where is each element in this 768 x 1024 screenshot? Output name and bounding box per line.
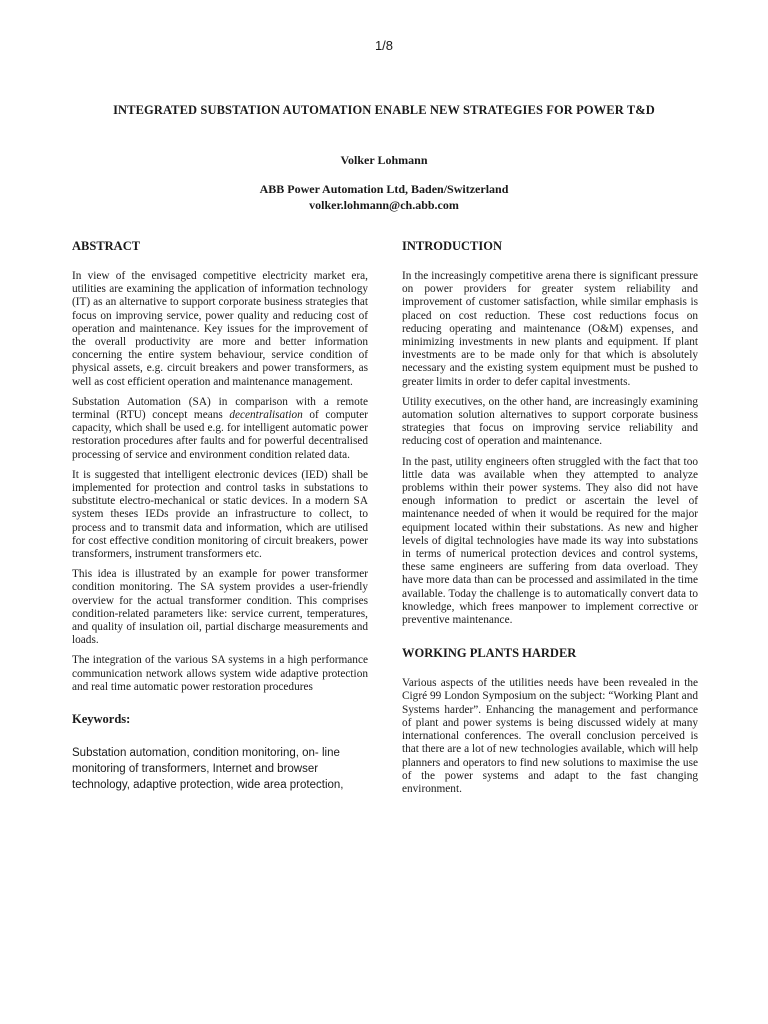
introduction-paragraph-1: In the increasingly competitive arena there is significant pressure on power providers for greater system reliability and improvement of customer satisfaction, while similar emphasis is placed on cost reduction. These cost reductions focus on reducing operating and maintenance (O&M) expenses, and minimizing investments in new plants and equipment. If plant investments are to be made only for that which is absolutely necessary and the existing system equipment must be pushed to greater limits in order to defer capital investments. <box>402 270 698 388</box>
introduction-paragraph-3: In the past, utility engineers often struggled with the fact that too little data was available when they attempted to analyze problems within their power systems. They also did not have enough information to predict or ascertain the level of maintenance needed of when it would be required for the major equipment located within their substations. As new and higher levels of digital technologies have made its way into substations in terms of numerical protection devices and control systems, these same engineers are suffering from data overload. They have more data than can be processed and assimilated in the time available. Today the challenge is to automatically convert data to knowledge, which frees manpower to implement corrective or preventive maintenance. <box>402 455 698 627</box>
working-plants-paragraph-1: Various aspects of the utilities needs have been revealed in the Cigré 99 London Symposium on the subject: “Working Plant and Systems harder”. Enhancing the management and performance of plant and power systems is being discussed widely at many international conferences. The overall conclusion perceived is that there are a lot of new technologies available, which will help planners and operators to find new solutions to maximise the use of the power systems and adapt to the fast changing environment. <box>402 677 698 795</box>
working-plants-heading: WORKING PLANTS HARDER <box>402 646 577 661</box>
abstract-p2-text-start: Substation Automation (SA) in comparison with a remote terminal (RTU) concept means <box>72 395 368 422</box>
abstract-paragraph-3: It is suggested that intelligent electronic devices (IED) shall be implemented for protection and control tasks in substations to substitute electro-mechanical or static devices. In a modern SA system theses IEDs provide an infrastructure to collect, to process and to transmit data and information, which are utilised for cost effective condition monitoring of circuit breakers, power transformers, instrument transformers etc. <box>72 468 368 561</box>
introduction-heading: INTRODUCTION <box>402 239 503 253</box>
keywords-heading: Keywords: <box>72 712 131 727</box>
author-email: volker.lohmann@ch.abb.com <box>309 198 459 212</box>
author-affiliation-block <box>0 181 768 213</box>
abstract-heading: ABSTRACT <box>72 239 141 253</box>
left-column <box>72 238 368 793</box>
author-name: Volker Lohmann <box>340 153 428 167</box>
abstract-p2-emphasis: decentralisation <box>229 409 303 422</box>
introduction-paragraph-2: Utility executives, on the other hand, are increasingly examining automation solution alternatives to support corporate business strategies that focus on improving service reliability and reducing cost of operation and maintenance. <box>402 395 698 448</box>
paper-title: INTEGRATED SUBSTATION AUTOMATION ENABLE NEW STRATEGIES FOR POWER T&D <box>113 103 655 117</box>
keywords-text: Substation automation, condition monitoring, on- line monitoring of transformers, Internet and browser technology, adaptive protection, wide area protection, <box>72 747 344 792</box>
abstract-paragraph-4: This idea is illustrated by an example for power transformer condition monitoring. The SA system provides a user-friendly overview for the actual transformer condition. This comprises condition-related parameters like: service current, temperatures, and quality of insulation oil, partial discharge measurements and loads. <box>72 568 368 647</box>
abstract-paragraph-5: The integration of the various SA systems in a high performance communication network allows system wide adaptive protection and real time automatic power restoration procedures <box>72 654 368 693</box>
abstract-p2-text-end: of computer capacity, which shall be used e.g. for intelligent automatic power restoration procedures after faults and for powerful decentralised processing of service and environment condition related data. <box>72 409 368 461</box>
right-column <box>402 238 698 803</box>
abstract-paragraph-2 <box>72 396 368 462</box>
affiliation: ABB Power Automation Ltd, Baden/Switzerland <box>259 182 509 196</box>
page-number: 1/8 <box>374 38 394 53</box>
abstract-paragraph-1: In view of the envisaged competitive electricity market era, utilities are examining the application of information technology (IT) as an alternative to support corporate business strategies that focus on improving service, power quality and reducing cost of operation and maintenance. Key issues for the improvement of the overall productivity are more and better information concerning the entire system behaviour, service condition of physical assets, e.g. circuit breakers and power transformers, as well as cost efficient operation and maintenance management. <box>72 270 368 388</box>
